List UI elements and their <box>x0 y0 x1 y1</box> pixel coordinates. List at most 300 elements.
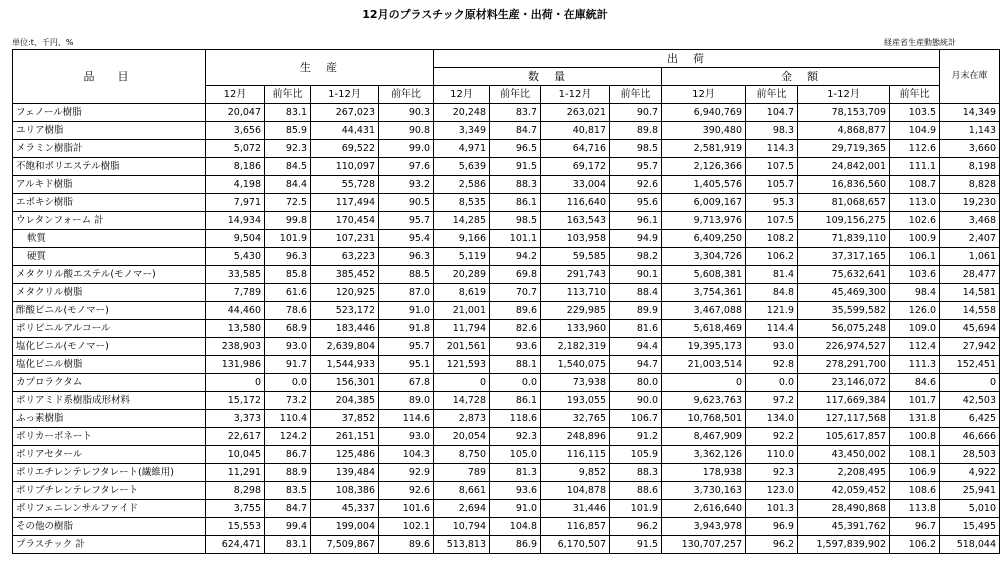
table-row <box>13 374 1000 392</box>
table-cell: 117,494 <box>311 194 379 212</box>
table-cell: 44,460 <box>206 302 265 320</box>
table-row <box>13 392 1000 410</box>
table-row <box>13 284 1000 302</box>
table-row <box>13 482 1000 500</box>
table-cell: 69.8 <box>490 266 541 284</box>
table-cell: 2,126,366 <box>662 158 746 176</box>
table-cell: 21,001 <box>434 302 490 320</box>
table-cell: 24,842,001 <box>798 158 890 176</box>
table-cell: 193,055 <box>541 392 610 410</box>
table-cell: 139,484 <box>311 464 379 482</box>
table-cell: 152,451 <box>940 356 1000 374</box>
table-cell: 73.2 <box>265 392 311 410</box>
table-cell: 37,852 <box>311 410 379 428</box>
table-cell: 96.9 <box>746 518 798 536</box>
table-cell: 84.8 <box>746 284 798 302</box>
subheader-cell: 1-12月 <box>311 86 379 104</box>
table-cell: 114.4 <box>746 320 798 338</box>
table-cell: 95.1 <box>379 356 434 374</box>
table-cell: 14,285 <box>434 212 490 230</box>
table-cell: 105.9 <box>610 446 662 464</box>
table-cell: 15,553 <box>206 518 265 536</box>
table-cell: 8,298 <box>206 482 265 500</box>
table-cell: 229,985 <box>541 302 610 320</box>
table-cell: 104,878 <box>541 482 610 500</box>
subheader-cell: 1-12月 <box>541 86 610 104</box>
table-row <box>13 536 1000 554</box>
table-cell: 106.1 <box>890 248 940 266</box>
table-cell: 114.3 <box>746 140 798 158</box>
table-cell: 93.0 <box>746 338 798 356</box>
table-cell: 133,960 <box>541 320 610 338</box>
table-cell: 84.6 <box>890 374 940 392</box>
table-cell: 2,407 <box>940 230 1000 248</box>
table-cell: 91.5 <box>610 536 662 554</box>
header-item: 品 目 <box>13 50 206 104</box>
table-cell: 20,054 <box>434 428 490 446</box>
table-row <box>13 500 1000 518</box>
table-cell: 80.0 <box>610 374 662 392</box>
table-cell: 2,586 <box>434 176 490 194</box>
table-cell: 263,021 <box>541 104 610 122</box>
table-row <box>13 158 1000 176</box>
source-label: 経産省生産動態統計 <box>884 38 956 47</box>
table-cell: 8,467,909 <box>662 428 746 446</box>
table-cell: 90.5 <box>379 194 434 212</box>
table-cell: 94.4 <box>610 338 662 356</box>
table-cell: 21,003,514 <box>662 356 746 374</box>
table-cell: 204,385 <box>311 392 379 410</box>
table-cell: 0.0 <box>490 374 541 392</box>
subheader-cell: 12月 <box>434 86 490 104</box>
table-cell: 43,450,002 <box>798 446 890 464</box>
table-cell: 170,454 <box>311 212 379 230</box>
table-body <box>13 104 1000 554</box>
table-cell: 131,986 <box>206 356 265 374</box>
table-cell: 96.2 <box>610 518 662 536</box>
table-cell: 5,010 <box>940 500 1000 518</box>
table-cell: 98.5 <box>490 212 541 230</box>
table-cell: 1,597,839,902 <box>798 536 890 554</box>
table-cell: 91.0 <box>490 500 541 518</box>
table-cell: 199,004 <box>311 518 379 536</box>
table-cell: 5,639 <box>434 158 490 176</box>
table-cell: 8,619 <box>434 284 490 302</box>
table-cell: 90.0 <box>610 392 662 410</box>
table-cell: 96.7 <box>890 518 940 536</box>
table-cell: 1,061 <box>940 248 1000 266</box>
table-cell: 110.0 <box>746 446 798 464</box>
table-cell: 3,468 <box>940 212 1000 230</box>
header-shipment: 出 荷 <box>434 50 940 68</box>
table-cell: 98.2 <box>610 248 662 266</box>
row-item-name: ポリアセタール <box>13 446 206 464</box>
table-cell: 71,839,110 <box>798 230 890 248</box>
table-cell: 106.2 <box>746 248 798 266</box>
table-cell: 96.2 <box>746 536 798 554</box>
table-cell: 93.0 <box>265 338 311 356</box>
table-cell: 61.6 <box>265 284 311 302</box>
table-cell: 88.4 <box>610 284 662 302</box>
table-row <box>13 122 1000 140</box>
table-cell: 1,405,576 <box>662 176 746 194</box>
header-production: 生 産 <box>206 50 434 86</box>
table-cell: 134.0 <box>746 410 798 428</box>
table-cell: 88.9 <box>265 464 311 482</box>
row-item-name: 塩化ビニル樹脂 <box>13 356 206 374</box>
table-cell: 106.9 <box>890 464 940 482</box>
table-cell: 105.0 <box>490 446 541 464</box>
table-cell: 112.4 <box>890 338 940 356</box>
table-cell: 31,446 <box>541 500 610 518</box>
table-cell: 2,694 <box>434 500 490 518</box>
table-cell: 113,710 <box>541 284 610 302</box>
table-cell: 95.7 <box>610 158 662 176</box>
table-cell: 104.8 <box>490 518 541 536</box>
table-cell: 91.2 <box>610 428 662 446</box>
table-cell: 116,115 <box>541 446 610 464</box>
table-cell: 4,971 <box>434 140 490 158</box>
table-row <box>13 176 1000 194</box>
table-cell: 9,504 <box>206 230 265 248</box>
table-cell: 523,172 <box>311 302 379 320</box>
table-cell: 11,794 <box>434 320 490 338</box>
table-cell: 81.6 <box>610 320 662 338</box>
table-cell: 9,852 <box>541 464 610 482</box>
table-cell: 93.2 <box>379 176 434 194</box>
table-cell: 108.6 <box>890 482 940 500</box>
table-cell: 117,669,384 <box>798 392 890 410</box>
table-cell: 28,490,868 <box>798 500 890 518</box>
table-cell: 518,044 <box>940 536 1000 554</box>
table-cell: 116,857 <box>541 518 610 536</box>
table-cell: 93.6 <box>490 338 541 356</box>
table-cell: 28,477 <box>940 266 1000 284</box>
table-cell: 123.0 <box>746 482 798 500</box>
table-cell: 5,430 <box>206 248 265 266</box>
table-cell: 99.0 <box>379 140 434 158</box>
table-cell: 3,467,088 <box>662 302 746 320</box>
row-item-name: メラミン樹脂計 <box>13 140 206 158</box>
row-item-name: ポリフェニレンサルファイド <box>13 500 206 518</box>
table-cell: 390,480 <box>662 122 746 140</box>
row-item-name: その他の樹脂 <box>13 518 206 536</box>
table-cell: 112.6 <box>890 140 940 158</box>
table-cell: 92.2 <box>746 428 798 446</box>
table-cell: 261,151 <box>311 428 379 446</box>
table-cell: 108.1 <box>890 446 940 464</box>
row-item-name: アルキド樹脂 <box>13 176 206 194</box>
table-cell: 125,486 <box>311 446 379 464</box>
table-cell: 789 <box>434 464 490 482</box>
table-cell: 88.6 <box>610 482 662 500</box>
table-cell: 6,170,507 <box>541 536 610 554</box>
table-cell: 5,608,381 <box>662 266 746 284</box>
table-cell: 14,581 <box>940 284 1000 302</box>
table-cell: 78.6 <box>265 302 311 320</box>
table-cell: 95.3 <box>746 194 798 212</box>
table-cell: 45,694 <box>940 320 1000 338</box>
table-cell: 20,248 <box>434 104 490 122</box>
page-title: 12月のプラスチック原材料生産・出荷・在庫統計 <box>362 8 608 21</box>
subheader-cell: 12月 <box>662 86 746 104</box>
table-cell: 87.0 <box>379 284 434 302</box>
table-cell: 27,942 <box>940 338 1000 356</box>
table-cell: 7,789 <box>206 284 265 302</box>
table-cell: 95.7 <box>379 338 434 356</box>
table-cell: 98.3 <box>746 122 798 140</box>
table-cell: 69,172 <box>541 158 610 176</box>
table-cell: 29,719,365 <box>798 140 890 158</box>
table-cell: 7,509,867 <box>311 536 379 554</box>
table-cell: 8,186 <box>206 158 265 176</box>
table-cell: 9,166 <box>434 230 490 248</box>
unit-label: 単位:t、千円、% <box>12 38 74 47</box>
table-cell: 105,617,857 <box>798 428 890 446</box>
row-item-name: ポリエチレンテレフタレート(繊維用) <box>13 464 206 482</box>
table-cell: 238,903 <box>206 338 265 356</box>
table-cell: 94.7 <box>610 356 662 374</box>
table-cell: 84.7 <box>265 500 311 518</box>
table-cell: 81.3 <box>490 464 541 482</box>
table-cell: 64,716 <box>541 140 610 158</box>
table-cell: 45,337 <box>311 500 379 518</box>
table-cell: 19,230 <box>940 194 1000 212</box>
table-cell: 88.3 <box>610 464 662 482</box>
table-cell: 107.5 <box>746 212 798 230</box>
table-row <box>13 302 1000 320</box>
table-cell: 91.7 <box>265 356 311 374</box>
subheader-cell: 前年比 <box>890 86 940 104</box>
table-cell: 108.2 <box>746 230 798 248</box>
table-row <box>13 104 1000 122</box>
table-cell: 126.0 <box>890 302 940 320</box>
table-cell: 89.6 <box>490 302 541 320</box>
table-cell: 104.9 <box>890 122 940 140</box>
table-cell: 0 <box>940 374 1000 392</box>
subheader-cell: 前年比 <box>746 86 798 104</box>
table-cell: 55,728 <box>311 176 379 194</box>
row-item-name: ユリア樹脂 <box>13 122 206 140</box>
table-cell: 89.8 <box>610 122 662 140</box>
table-cell: 89.6 <box>379 536 434 554</box>
table-cell: 2,182,319 <box>541 338 610 356</box>
table-cell: 69,522 <box>311 140 379 158</box>
table-cell: 121,593 <box>434 356 490 374</box>
table-cell: 107.5 <box>746 158 798 176</box>
table-cell: 1,544,933 <box>311 356 379 374</box>
row-item-name: フェノール樹脂 <box>13 104 206 122</box>
table-cell: 278,291,700 <box>798 356 890 374</box>
table-cell: 163,543 <box>541 212 610 230</box>
subheader-cell: 前年比 <box>265 86 311 104</box>
table-cell: 8,198 <box>940 158 1000 176</box>
table-cell: 624,471 <box>206 536 265 554</box>
header-amount: 金 額 <box>662 68 940 86</box>
table-cell: 4,922 <box>940 464 1000 482</box>
table-cell: 0.0 <box>746 374 798 392</box>
table-cell: 1,540,075 <box>541 356 610 374</box>
table-cell: 267,023 <box>311 104 379 122</box>
table-cell: 28,503 <box>940 446 1000 464</box>
table-row <box>13 140 1000 158</box>
table-cell: 3,304,726 <box>662 248 746 266</box>
table-cell: 84.5 <box>265 158 311 176</box>
table-cell: 15,172 <box>206 392 265 410</box>
table-cell: 103.6 <box>890 266 940 284</box>
table-cell: 42,503 <box>940 392 1000 410</box>
table-cell: 0.0 <box>265 374 311 392</box>
table-cell: 2,581,919 <box>662 140 746 158</box>
row-item-name: ふっ素樹脂 <box>13 410 206 428</box>
table-cell: 91.8 <box>379 320 434 338</box>
table-cell: 44,431 <box>311 122 379 140</box>
row-item-name: 不飽和ポリエステル樹脂 <box>13 158 206 176</box>
table-cell: 15,495 <box>940 518 1000 536</box>
table-cell: 101.1 <box>490 230 541 248</box>
table-cell: 88.3 <box>490 176 541 194</box>
row-item-name: ウレタンフォーム 計 <box>13 212 206 230</box>
table-cell: 92.3 <box>490 428 541 446</box>
table-cell: 111.1 <box>890 158 940 176</box>
table-cell: 2,616,640 <box>662 500 746 518</box>
table-cell: 82.6 <box>490 320 541 338</box>
table-cell: 183,446 <box>311 320 379 338</box>
table-cell: 91.5 <box>490 158 541 176</box>
table-cell: 94.9 <box>610 230 662 248</box>
table-cell: 90.7 <box>610 104 662 122</box>
table-cell: 98.4 <box>890 284 940 302</box>
table-cell: 95.6 <box>610 194 662 212</box>
table-cell: 98.5 <box>610 140 662 158</box>
table-row <box>13 212 1000 230</box>
table-cell: 96.3 <box>265 248 311 266</box>
table-cell: 83.1 <box>265 536 311 554</box>
table-cell: 14,934 <box>206 212 265 230</box>
table-cell: 109,156,275 <box>798 212 890 230</box>
table-cell: 92.9 <box>379 464 434 482</box>
table-row <box>13 428 1000 446</box>
table-cell: 86.1 <box>490 392 541 410</box>
table-cell: 93.0 <box>379 428 434 446</box>
table-cell: 1,143 <box>940 122 1000 140</box>
table-cell: 89.0 <box>379 392 434 410</box>
table-cell: 4,198 <box>206 176 265 194</box>
table-cell: 101.6 <box>379 500 434 518</box>
table-row <box>13 266 1000 284</box>
table-cell: 95.7 <box>379 212 434 230</box>
table-cell: 3,656 <box>206 122 265 140</box>
table-cell: 110,097 <box>311 158 379 176</box>
table-cell: 110.4 <box>265 410 311 428</box>
subheader-cell: 1-12月 <box>798 86 890 104</box>
table-row <box>13 518 1000 536</box>
table-cell: 124.2 <box>265 428 311 446</box>
table-cell: 88.5 <box>379 266 434 284</box>
table-cell: 93.6 <box>490 482 541 500</box>
table-cell: 3,755 <box>206 500 265 518</box>
table-cell: 2,208,495 <box>798 464 890 482</box>
table-row <box>13 248 1000 266</box>
table-cell: 2,873 <box>434 410 490 428</box>
table-cell: 11,291 <box>206 464 265 482</box>
table-cell: 96.3 <box>379 248 434 266</box>
table-cell: 4,868,877 <box>798 122 890 140</box>
row-item-name: ポリアミド系樹脂成形材料 <box>13 392 206 410</box>
row-item-name: メタクリル樹脂 <box>13 284 206 302</box>
table-row <box>13 230 1000 248</box>
table-cell: 14,728 <box>434 392 490 410</box>
table-cell: 291,743 <box>541 266 610 284</box>
table-cell: 85.9 <box>265 122 311 140</box>
table-cell: 178,938 <box>662 464 746 482</box>
table-cell: 81.4 <box>746 266 798 284</box>
table-cell: 35,599,582 <box>798 302 890 320</box>
table-cell: 83.7 <box>490 104 541 122</box>
header-inventory: 月末在庫 <box>940 50 1000 104</box>
statistics-table <box>12 49 1000 554</box>
table-cell: 56,075,248 <box>798 320 890 338</box>
table-cell: 90.1 <box>610 266 662 284</box>
table-cell: 131.8 <box>890 410 940 428</box>
table-row <box>13 194 1000 212</box>
table-cell: 113.8 <box>890 500 940 518</box>
row-item-name: カプロラクタム <box>13 374 206 392</box>
table-cell: 3,373 <box>206 410 265 428</box>
subheader-cell: 前年比 <box>490 86 541 104</box>
table-cell: 121.9 <box>746 302 798 320</box>
table-cell: 5,072 <box>206 140 265 158</box>
table-cell: 90.8 <box>379 122 434 140</box>
table-cell: 42,059,452 <box>798 482 890 500</box>
table-cell: 10,794 <box>434 518 490 536</box>
row-item-name: ポリカーボネート <box>13 428 206 446</box>
table-cell: 75,632,641 <box>798 266 890 284</box>
table-cell: 23,146,072 <box>798 374 890 392</box>
table-cell: 14,349 <box>940 104 1000 122</box>
table-cell: 96.1 <box>610 212 662 230</box>
table-row <box>13 410 1000 428</box>
table-cell: 100.9 <box>890 230 940 248</box>
table-cell: 3,943,978 <box>662 518 746 536</box>
row-item-name: 軟質 <box>13 230 206 248</box>
table-cell: 81,068,657 <box>798 194 890 212</box>
table-cell: 116,640 <box>541 194 610 212</box>
table-cell: 114.6 <box>379 410 434 428</box>
table-cell: 108,386 <box>311 482 379 500</box>
table-cell: 91.0 <box>379 302 434 320</box>
table-cell: 83.5 <box>265 482 311 500</box>
table-cell: 84.7 <box>490 122 541 140</box>
table-cell: 73,938 <box>541 374 610 392</box>
table-cell: 10,045 <box>206 446 265 464</box>
table-cell: 13,580 <box>206 320 265 338</box>
table-row <box>13 464 1000 482</box>
table-cell: 106.7 <box>610 410 662 428</box>
row-item-name: 硬質 <box>13 248 206 266</box>
table-cell: 6,940,769 <box>662 104 746 122</box>
header-quantity: 数 量 <box>434 68 662 86</box>
table-cell: 513,813 <box>434 536 490 554</box>
table-cell: 6,009,167 <box>662 194 746 212</box>
row-item-name: プラスチック 計 <box>13 536 206 554</box>
table-cell: 107,231 <box>311 230 379 248</box>
table-cell: 118.6 <box>490 410 541 428</box>
table-cell: 3,362,126 <box>662 446 746 464</box>
table-cell: 102.6 <box>890 212 940 230</box>
table-cell: 92.8 <box>746 356 798 374</box>
table-cell: 70.7 <box>490 284 541 302</box>
